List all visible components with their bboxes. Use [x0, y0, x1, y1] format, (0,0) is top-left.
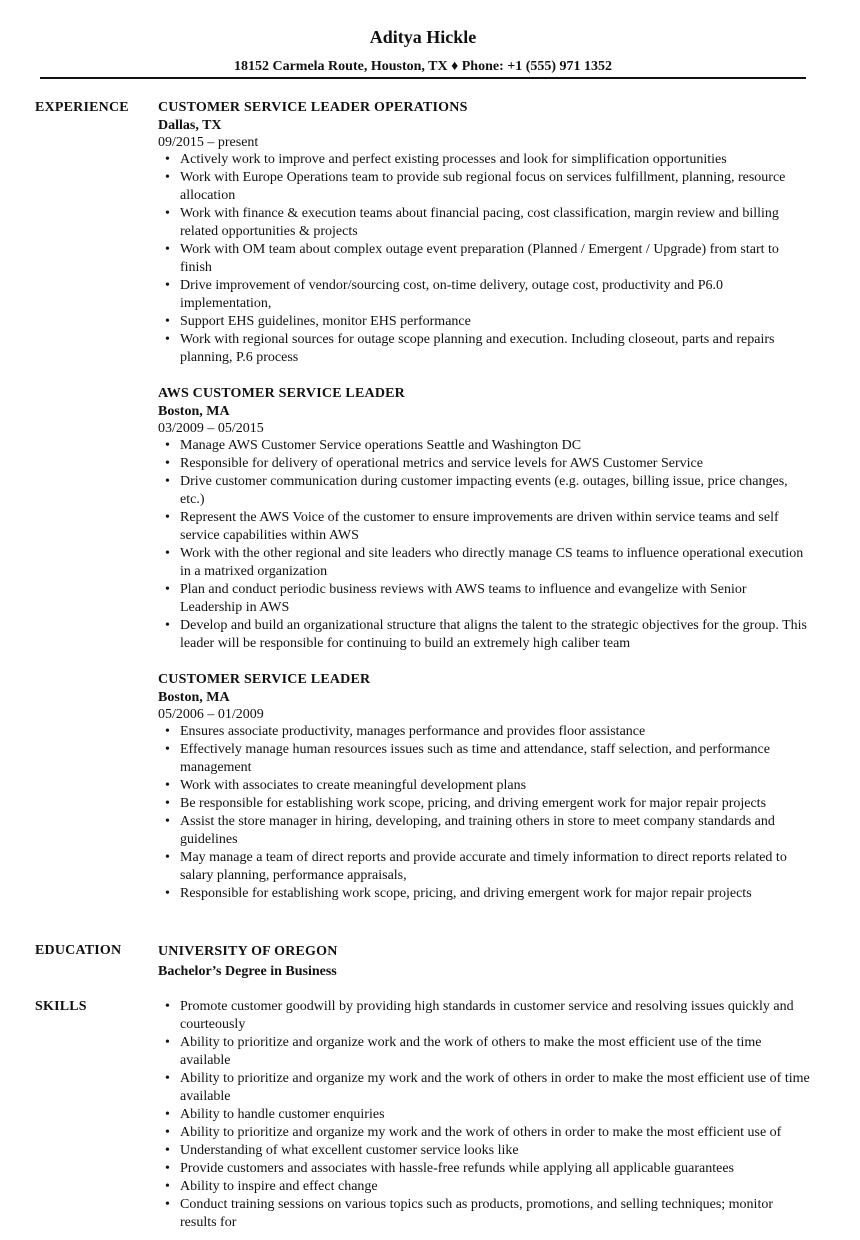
job-bullet: • May manage a team of direct reports and provide accurate and timely information to direct reports related to salary planning, performance appraisals,	[158, 849, 812, 885]
skill-item: • Ability to prioritize and organize work and the work of others to make the most efficient use of the time available	[158, 1034, 812, 1070]
job-location: Dallas, TX	[158, 118, 222, 133]
skill-item: • Ability to prioritize and organize my work and the work of others in order to make the most efficient use of	[158, 1124, 812, 1142]
job-dates: 05/2006 – 01/2009	[158, 707, 264, 722]
skill-item: • Provide customers and associates with hassle-free refunds while applying all applicable guarantees	[158, 1160, 812, 1178]
header-divider	[40, 77, 806, 79]
section-label-education: EDUCATION	[35, 943, 122, 958]
job-dates: 09/2015 – present	[158, 135, 259, 150]
section-label-experience: EXPERIENCE	[35, 100, 129, 115]
job-title: AWS CUSTOMER SERVICE LEADER	[158, 386, 405, 401]
job-bullet: • Work with associates to create meaningful development plans	[158, 777, 812, 795]
job-title: CUSTOMER SERVICE LEADER	[158, 672, 371, 687]
job-entry	[158, 385, 812, 653]
job-bullet: • Drive improvement of vendor/sourcing cost, on-time delivery, outage cost, productivity and P6.0 implementation,	[158, 277, 812, 313]
education-body	[158, 942, 812, 982]
job-bullets	[158, 437, 812, 653]
experience-body	[158, 99, 812, 921]
job-title: CUSTOMER SERVICE LEADER OPERATIONS	[158, 100, 468, 115]
job-bullet: • Work with the other regional and site leaders who directly manage CS teams to influence operational execution in a matrixed organization	[158, 545, 812, 581]
job-entry	[158, 671, 812, 903]
candidate-name: Aditya Hickle	[369, 27, 477, 47]
job-bullet: • Responsible for delivery of operational metrics and service levels for AWS Customer Service	[158, 455, 812, 473]
job-location: Boston, MA	[158, 690, 230, 705]
job-bullet: • Work with Europe Operations team to provide sub regional focus on services fulfillment, planning, resource allocation	[158, 169, 812, 205]
education-degree: Bachelor’s Degree in Business	[158, 964, 337, 979]
job-bullet: • Work with finance & execution teams about financial pacing, cost classification, margin review and billing related opportunities & projects	[158, 205, 812, 241]
job-dates: 03/2009 – 05/2015	[158, 421, 264, 436]
skill-item: • Ability to inspire and effect change	[158, 1178, 812, 1196]
skill-item: • Ability to handle customer enquiries	[158, 1106, 812, 1124]
job-bullet: • Work with OM team about complex outage event preparation (Planned / Emergent / Upgrade) from start to finish	[158, 241, 812, 277]
contact-line: 18152 Carmela Route, Houston, TX ♦ Phone: +1 (555) 971 1352	[233, 59, 613, 74]
job-bullet: • Be responsible for establishing work scope, pricing, and driving emergent work for major repair projects	[158, 795, 812, 813]
job-bullets	[158, 151, 812, 367]
skills-body	[158, 998, 812, 1232]
job-bullet: • Plan and conduct periodic business reviews with AWS teams to influence and evangelize with Senior Leadership in AWS	[158, 581, 812, 617]
skill-item: • Ability to prioritize and organize my work and the work of others in order to make the most efficient use of time available	[158, 1070, 812, 1106]
job-bullet: • Manage AWS Customer Service operations Seattle and Washington DC	[158, 437, 812, 455]
job-entry	[158, 99, 812, 367]
resume-header	[40, 24, 806, 76]
job-bullet: • Support EHS guidelines, monitor EHS performance	[158, 313, 812, 331]
job-bullet: • Responsible for establishing work scope, pricing, and driving emergent work for major repair projects	[158, 885, 812, 903]
skill-item: • Conduct training sessions on various topics such as products, promotions, and selling techniques; monitor results for	[158, 1196, 812, 1232]
skill-item: • Promote customer goodwill by providing high standards in customer service and resolving issues quickly and courteously	[158, 998, 812, 1034]
skills-list	[158, 998, 812, 1232]
education-school: UNIVERSITY OF OREGON	[158, 944, 338, 959]
job-bullets	[158, 723, 812, 903]
job-bullet: • Actively work to improve and perfect existing processes and look for simplification opportunities	[158, 151, 812, 169]
job-bullet: • Work with regional sources for outage scope planning and execution. Including closeout, parts and repairs planning, P.6 process	[158, 331, 812, 367]
job-location: Boston, MA	[158, 404, 230, 419]
job-bullet: • Represent the AWS Voice of the customer to ensure improvements are driven within service teams and self service capabilities within AWS	[158, 509, 812, 545]
job-bullet: • Assist the store manager in hiring, developing, and training others in store to meet company standards and guidelines	[158, 813, 812, 849]
section-label-skills: SKILLS	[35, 999, 87, 1014]
job-bullet: • Develop and build an organizational structure that aligns the talent to the strategic objectives for the group. This leader will be responsible for continuing to build an extremely high caliber team	[158, 617, 812, 653]
job-bullet: • Ensures associate productivity, manages performance and provides floor assistance	[158, 723, 812, 741]
skill-item: • Understanding of what excellent customer service looks like	[158, 1142, 812, 1160]
job-bullet: • Drive customer communication during customer impacting events (e.g. outages, billing issue, price changes, etc.)	[158, 473, 812, 509]
job-bullet: • Effectively manage human resources issues such as time and attendance, staff selection, and performance management	[158, 741, 812, 777]
